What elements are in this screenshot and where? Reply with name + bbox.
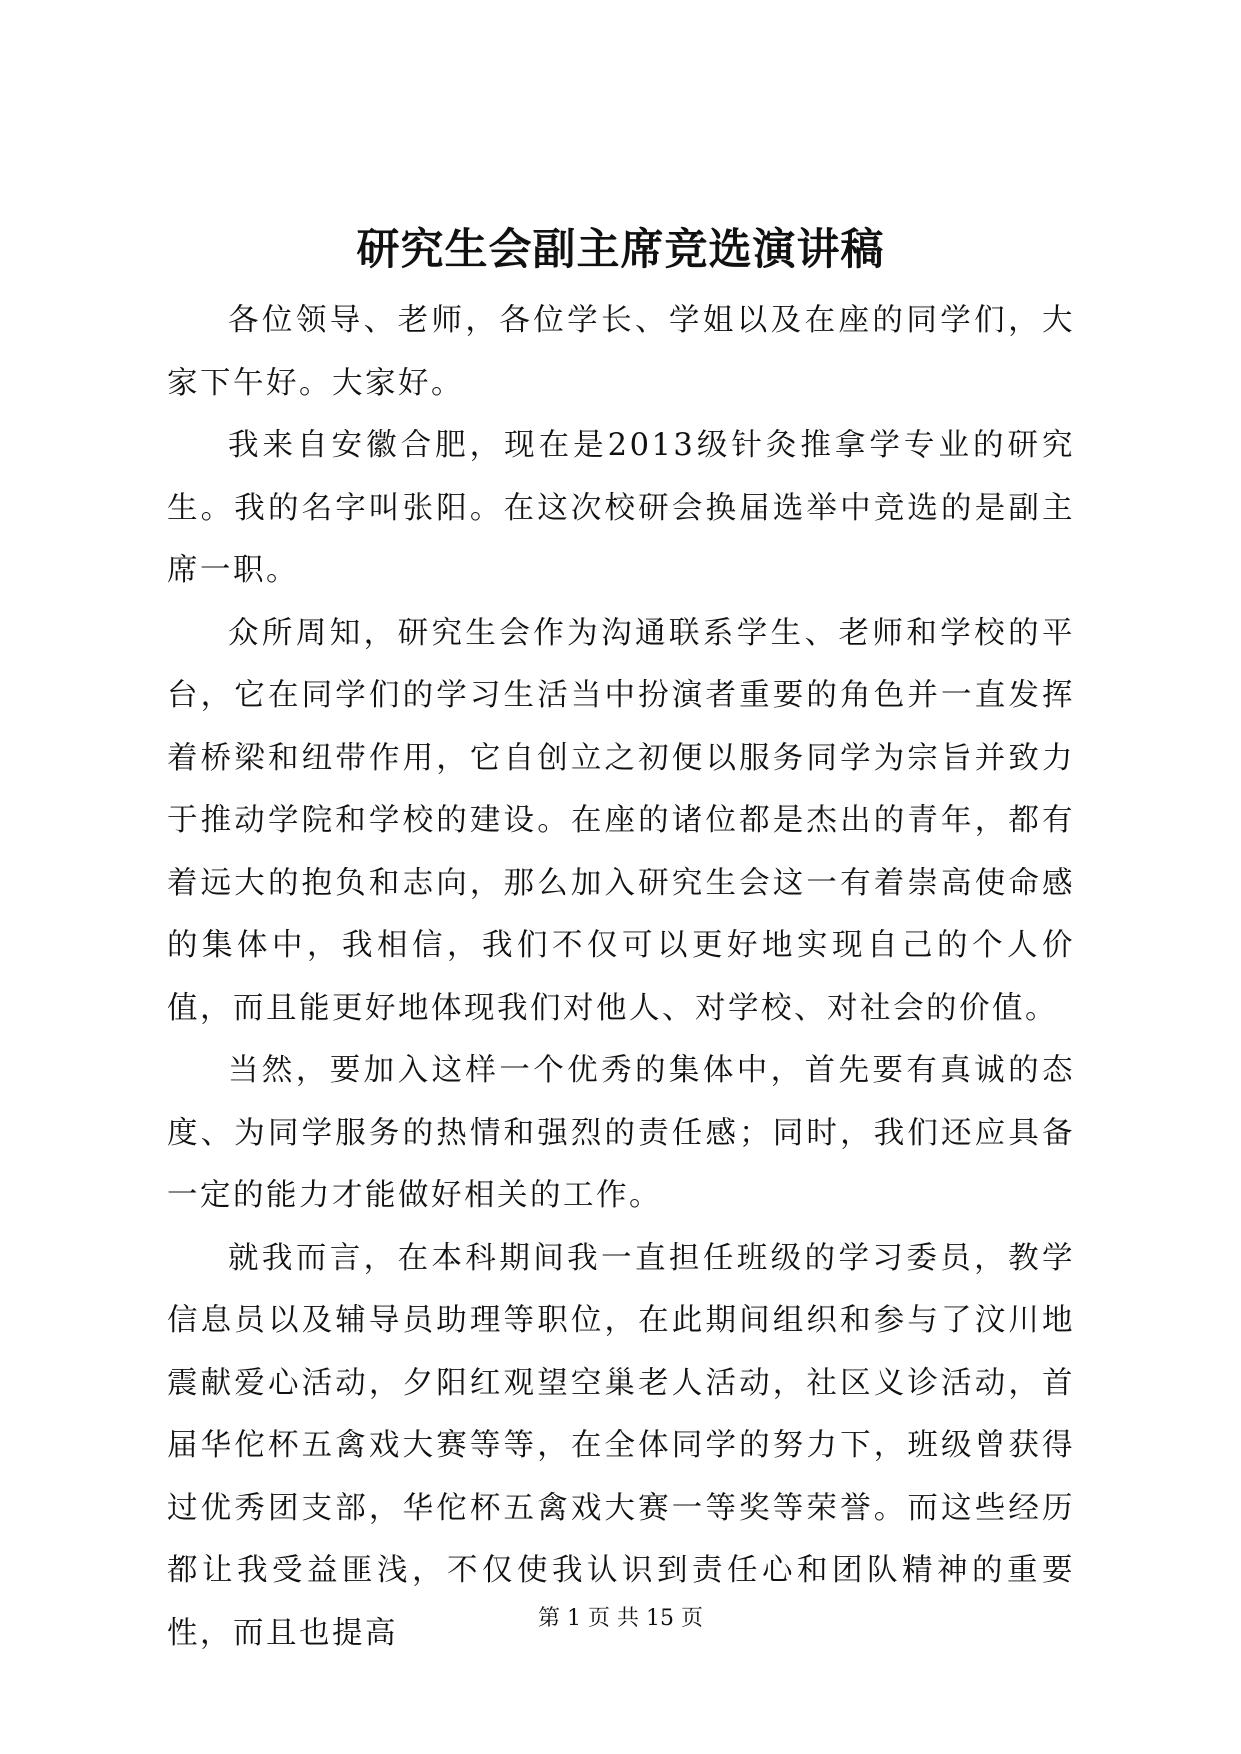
paragraph-requirements: 当然，要加入这样一个优秀的集体中，首先要有真诚的态度、为同学服务的热情和强烈的责任感；同时，我们还应具备一定的能力才能做好相关的工作。 <box>167 1053 1075 1213</box>
paragraph-self-introduction: 我来自安徽合肥，现在是2013级针灸推拿学专业的研究生。我的名字叫张阳。在这次校研会换届选举中竞选的是副主席一职。 <box>167 428 1075 588</box>
paragraph-student-union-role: 众所周知，研究生会作为沟通联系学生、老师和学校的平台，它在同学们的学习生活当中扮演者重要的角色并一直发挥着桥梁和纽带作用，它自创立之初便以服务同学为宗旨并致力于推动学院和学校的建设。在座的诸位都是杰出的青年，都有着远大的抱负和志向，那么加入研究生会这一有着崇高使命感的集体中，我相信，我们不仅可以更好地实现自己的个人价值，而且能更好地体现我们对他人、对学校、对社会的价值。 <box>167 615 1075 1026</box>
document-body <box>167 290 1075 1665</box>
paragraph-experience: 就我而言，在本科期间我一直担任班级的学习委员，教学信息员以及辅导员助理等职位，在此期间组织和参与了汶川地震献爱心活动，夕阳红观望空巢老人活动，社区义诊活动，首届华佗杯五禽戏大赛等等，在全体同学的努力下，班级曾获得过优秀团支部，华佗杯五禽戏大赛一等奖等荣誉。而这些经历都让我受益匪浅，不仅使我认识到责任心和团队精神的重要性，而且也提高 <box>167 1240 1075 1651</box>
document-title: 研究生会副主席竞选演讲稿 <box>356 225 885 275</box>
page-number-footer: 第 1 页 共 15 页 <box>538 1606 703 1631</box>
paragraph-greeting: 各位领导、老师，各位学长、学姐以及在座的同学们，大家下午好。大家好。 <box>167 303 1075 401</box>
